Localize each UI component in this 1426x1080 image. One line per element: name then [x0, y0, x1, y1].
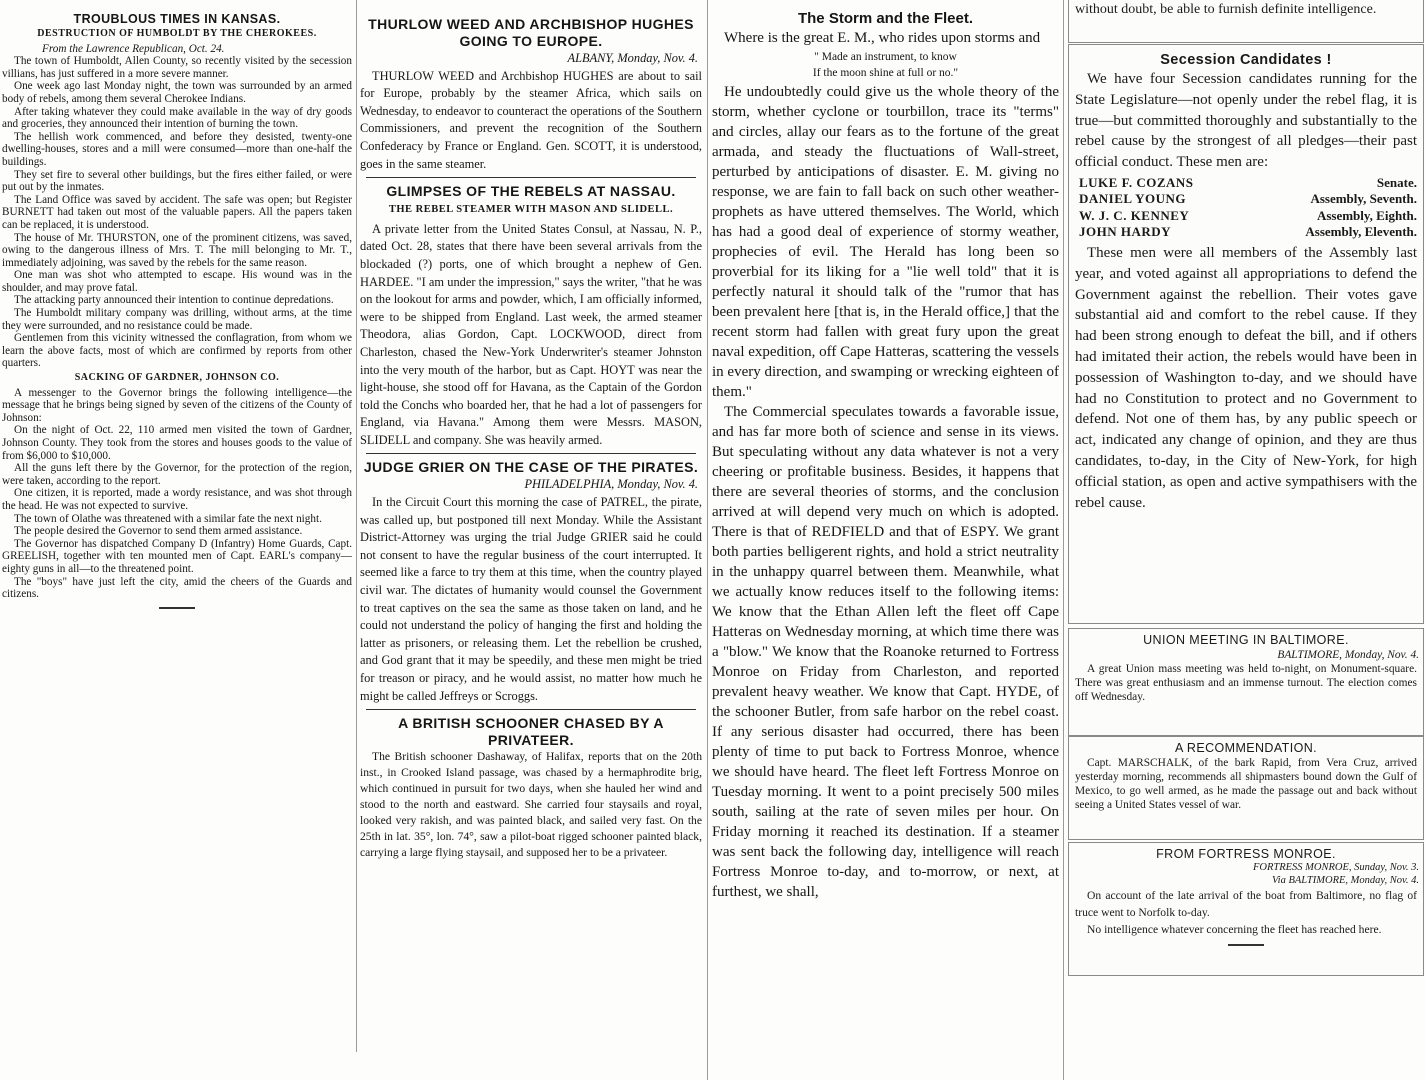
candidate-name: DANIEL YOUNG [1079, 191, 1187, 207]
gardner-paragraphs [2, 387, 352, 601]
paragraph: One citizen, it is reported, made a wordy resistance, and was shot through the head. He was not expected to survive. [2, 487, 352, 512]
article-body-fortress-2: No intelligence whatever concerning the fleet has reached here. [1087, 923, 1382, 936]
column-kansas [2, 0, 352, 840]
article-body-fortress-1: On account of the late arrival of the boat from Baltimore, no flag of truce went to Norfolk to-day. [1075, 889, 1417, 919]
article-body-secession-2: These men were all members of the Assembly last year, and voted against all appropriations to defend the Government against the rebellion. Their votes gave substantial aid and comfort to the rebel cause. If they had been strong enough to defeat the bill, and if others had imitated their action, the rebels would have been in possession of Washington to-day, and we should have had no Constitution to protect and no Government to defend. Not one of them has, by any public speech or act, indicated any change of opinion, and they are thus candidates, to-day, in the City of New-York, for high official station, as open and active sympathisers with the rebel cause. [1075, 244, 1417, 511]
storm-continuation [1068, 0, 1424, 43]
candidate-row [1079, 191, 1417, 208]
candidate-row [1079, 208, 1417, 225]
paragraph: The Land Office was saved by accident. The safe was open; but Register BURNETT had taken out most of the valuable papers. All the papers taken can be replaced, it is understood. [2, 193, 352, 231]
article-divider [366, 453, 696, 454]
continuation-text: without doubt, be able to furnish definite intelligence. [1075, 2, 1377, 17]
candidate-office: Assembly, Eighth. [1316, 207, 1417, 223]
article-dateline-baltimore: BALTIMORE, Monday, Nov. 4. [1277, 649, 1419, 661]
article-body-recommendation: Capt. MARSCHALK, of the bark Rapid, from Vera Cruz, arrived yesterday morning, recommends all shipmasters bound down the Gulf of Mexico, to go well armed, as he made the passage out and back without seeing a United States vessel of war. [1075, 757, 1417, 811]
column-storm-fleet [712, 0, 1059, 1080]
candidate-name: LUKE F. COZANS [1079, 174, 1194, 190]
article-dateline-philadelphia: PHILADELPHIA, Monday, Nov. 4. [524, 477, 698, 492]
section-divider [1228, 944, 1264, 946]
article-body-storm-2: The Commercial speculates towards a favorable issue, and has far more both of science and sense in its views. But speculating without any data whatever is not a very cheering or profitable business. Besides, it happens that there are several theories of storms, and the conclusion arrived at will depend very much on which is adopted. There is that of REDFIELD and that of ESPY. We grant both parties belligerent rights, and hold a strict neutrality in the unhappy quarrel between them. Meanwhile, what we actually know reduces itself to the following items: We know that the Ethan Allen left the fleet off Cape Hatteras on Wednesday morning, at which time there was a "blow." We know that the Roanoke returned to Fortress Monroe on Friday from Charleston, and reported prevalent heavy weather. We know that Capt. HYDE, of the schooner Butler, from safe harbor on the rebel coast. If any serious disaster had occurred, there has been plenty of time to put back to Fortress Monroe, whence we should have heard. The fleet left Fortress Monroe on Tuesday morning. It went to a point precisely 500 miles south, sailing at the rate of seven miles per hour. On Friday morning it reached its destination. If a steamer was sent back the following day, intelligence will reach Fortress Monroe to-day, and to-morrow, or next, at furthest, we shall, [712, 404, 1059, 900]
article-body-weed-hughes: THURLOW WEED and Archbishop HUGHES are about to sail for Europe, probably by the steamer Africa, which sails on Wednesday, to endeavor to counteract the operations of the Southern Commissioners, and prevent the recognition of the Southern Confederacy by France or England. Gen. SCOTT, it is understood, goes in the same steamer. [360, 68, 702, 171]
paragraph: A messenger to the Governor brings the following intelligence—the message that he brings being signed by seven of the citizens of the County of Johnson: [2, 386, 352, 424]
article-title-schooner: A BRITISH SCHOONER CHASED BY A PRIVATEER. [398, 715, 664, 749]
paragraph: All the guns left there by the Governor, for the protection of the region, were taken, according to the report. [2, 462, 352, 487]
article-title-fortress: FROM FORTRESS MONROE. [1156, 847, 1336, 861]
paragraph: They set fire to several other buildings, but the fires either failed, or were put out by the inmates. [2, 168, 352, 194]
column-divider [356, 0, 357, 1052]
paragraph: The Governor has dispatched Company D (Infantry) Home Guards, Capt. GREELISH, together with ten mounted men of Capt. EARL's company—eighty guns in all—to the threatened point. [2, 537, 352, 575]
verse-line-1: " Made an instrument, to know [814, 51, 957, 63]
article-dateline-albany: ALBANY, Monday, Nov. 4. [567, 51, 698, 65]
paragraph: One man was shot who attempted to escape. His wound was in the shoulder, and may prove fatal. [2, 269, 352, 294]
article-body-grier: In the Circuit Court this morning the case of PATREL, the pirate, was called up, but postponed till next Monday. While the Assistant District-Attorney was urging the trial Judge GRIER said he could not consent to have the regular business of the court interrupted. It seemed like a farce to try them at this time, when the country played civil war. The dictates of humanity would counsel the Government to treat captives on the sea the same as those taken on land, and he could not understand the policy of hanging the first and holding the latter as prisoners, or releasing them. Let the rebellion be crushed, and God grant that it may be speedily, and these men might be tried for treason or piracy, and he would assist, no matter how much he might be called Jeffreys or Scroggs. [360, 495, 702, 703]
article-body-secession-1: We have four Secession candidates running for the State Legislature—not openly under the rebel flag, it is true—but committed thoroughly and substantially to the rebel cause by the strongest of all pledges—their past official conduct. These men are: [1075, 71, 1417, 171]
paragraph: The "boys" have just left the city, amid the cheers of the Guards and citizens. [2, 575, 352, 601]
article-subtitle-nassau: THE REBEL STEAMER WITH MASON AND SLIDELL. [388, 204, 674, 216]
recommendation-box [1068, 736, 1424, 840]
kansas-paragraphs [2, 55, 352, 370]
column-divider [707, 0, 708, 1080]
section-divider [159, 607, 195, 609]
candidate-office: Assembly, Seventh. [1310, 191, 1417, 207]
paragraph: The people desired the Governor to send them armed assistance. [14, 525, 303, 538]
paragraph: After taking whatever they could make available in the way of dry goods and groceries, they announced their intention of burning the town. [2, 105, 352, 131]
article-subtitle-humboldt: DESTRUCTION OF HUMBOLDT BY THE CHEROKEES. [37, 28, 317, 39]
paragraph: The house of Mr. THURSTON, one of the prominent citizens, was saved, owing to the dangerous illness of Mrs. T. The mill belonging to Mr. T., immediately adjoining, was saved by the rebels for the same reason. [2, 231, 352, 269]
union-meeting-box [1068, 628, 1424, 736]
article-body-union: A great Union mass meeting was held to-night, on Monument-square. There was great enthusiasm and an immense turnout. The election comes off Wednesday. [1075, 663, 1417, 703]
paragraph: The town of Humboldt, Allen County, so recently visited by the secession villians, has just suffered in a more severe manner. [2, 55, 352, 80]
candidate-list [1069, 175, 1423, 241]
article-title-nassau: GLIMPSES OF THE REBELS AT NASSAU. [386, 183, 676, 200]
candidate-row [1079, 224, 1417, 241]
article-intro-storm: Where is the great E. M., who rides upon storms and [724, 30, 1041, 46]
article-body-schooner: The British schooner Dashaway, of Halifax, reports that on the 20th inst., in Crooked Island passage, was chased by a hermaphrodite brig, which continued in pursuit for two days, when she hauled her wind and stood to the north and eastward. She carried four staysails and royal, looked very rakish, and was painted black, and sailed very fast. On the 25th in lat. 35°, lon. 74°, saw a pilot-boat rigged schooner painted black, carrying a large flying staysail, and supposed her to be a privateer. [360, 750, 702, 860]
article-dateline-fortress-2: Via BALTIMORE, Monday, Nov. 4. [1272, 875, 1419, 886]
paragraph: The hellish work commenced, and before they desisted, twenty-one dwelling-houses, stores and a mill were consumed—more than one-half the buildings. [2, 130, 352, 168]
fortress-monroe-box [1068, 842, 1424, 976]
paragraph: On the night of Oct. 22, 110 armed men visited the town of Gardner, Johnson County. They took from the stores and houses goods to the value of from $6,000 to $10,000. [2, 424, 352, 462]
secession-candidates-box [1068, 44, 1424, 624]
article-subtitle-gardner: SACKING OF GARDNER, JOHNSON CO. [74, 372, 280, 384]
article-title-secession: Secession Candidates ! [1160, 52, 1332, 68]
article-title-recommendation: A RECOMMENDATION. [1175, 741, 1317, 755]
article-divider [366, 177, 696, 178]
article-title-kansas: TROUBLOUS TIMES IN KANSAS. [73, 12, 281, 26]
candidate-name: JOHN HARDY [1079, 224, 1172, 240]
candidate-name: W. J. C. KENNEY [1079, 207, 1190, 223]
paragraph: One week ago last Monday night, the town was surrounded by an armed body of rebels, among them several Cherokee Indians. [2, 80, 352, 105]
paragraph: The attacking party announced their intention to continue depredations. [14, 294, 334, 307]
article-body-nassau: A private letter from the United States Consul, at Nassau, N. P., dated Oct. 28, states that there have been several arrivals from the blockaded (?) ports, one of which brought a nephew of Gen. HARDEE. "I am under the impression," says the writer, "that he was on the lookout for arms and powder, which, I am officially informed, were to be shipped from England. Last week, the armed steamer Theodora, alias Gordon, Capt. LOCKWOOD, direct from Charleston, chased the New-York Underwriter's steamer Johnston into the very mouth of the harbor, but as Capt. HOYT was near the light-house, she stood off for Havana, as the Captain of the Gordon told the Conchs who boarded her, that he had a lot of passengers for England, via Havana." Among them were Messrs. MASON, SLIDELL and company. She was heavily armed. [360, 221, 702, 447]
paragraph: Gentlemen from this vicinity witnessed the conflagration, from whom we learn the above facts, most of which are confirmed by reports from other quarters. [2, 332, 352, 370]
verse-line-2: If the moon shine at full or no." [812, 67, 959, 79]
article-title-grier: JUDGE GRIER ON THE CASE OF THE PIRATES. [363, 459, 699, 476]
candidate-office: Senate. [1376, 174, 1417, 190]
paragraph: The town of Olathe was threatened with a similar fate the next night. [14, 512, 322, 525]
column-divider [1063, 0, 1064, 1080]
article-dateline-fortress-1: FORTRESS MONROE, Sunday, Nov. 3. [1252, 862, 1419, 873]
candidate-row [1079, 175, 1417, 192]
candidate-office: Assembly, Eleventh. [1305, 224, 1417, 240]
article-title-storm: The Storm and the Fleet. [797, 10, 974, 27]
article-dateline-kansas: From the Lawrence Republican, Oct. 24. [42, 42, 225, 55]
article-title-union: UNION MEETING IN BALTIMORE. [1143, 633, 1349, 647]
article-body-storm-1: He undoubtedly could give us the whole theory of the storm, whether cyclone or tourbillon, trace its "terms" and circles, allay our fears as to the fortune of the great armada, and steady the fluctuations of Wall-street, perturbed by anticipations of disaster. E. M. giving no response, we are fain to fall back on such other weather-prophets as have uttered themselves. The World, which has had a good deal of experience of stormy weather, prophecies of evil. The Herald has long been so proverbial for its liking for a "lie well told" that it is perfectly natural it should talk of the "rumor that has been prevalent here [that is, in the Herald office,] that the recent storm had fallen with great fury upon the great naval expedition, off Cape Hatteras, scattering the vessels in every direction, and swamping or wrecking eighteen of them." [712, 84, 1059, 400]
article-divider [366, 709, 696, 710]
article-title-weed-hughes: THURLOW WEED AND ARCHBISHOP HUGHES GOING TO EUROPE. [368, 16, 694, 49]
column-europe-nassau [360, 0, 702, 1052]
paragraph: The Humboldt military company was drilling, without arms, at the time they were surrounded, and no resistance could be made. [2, 307, 352, 332]
